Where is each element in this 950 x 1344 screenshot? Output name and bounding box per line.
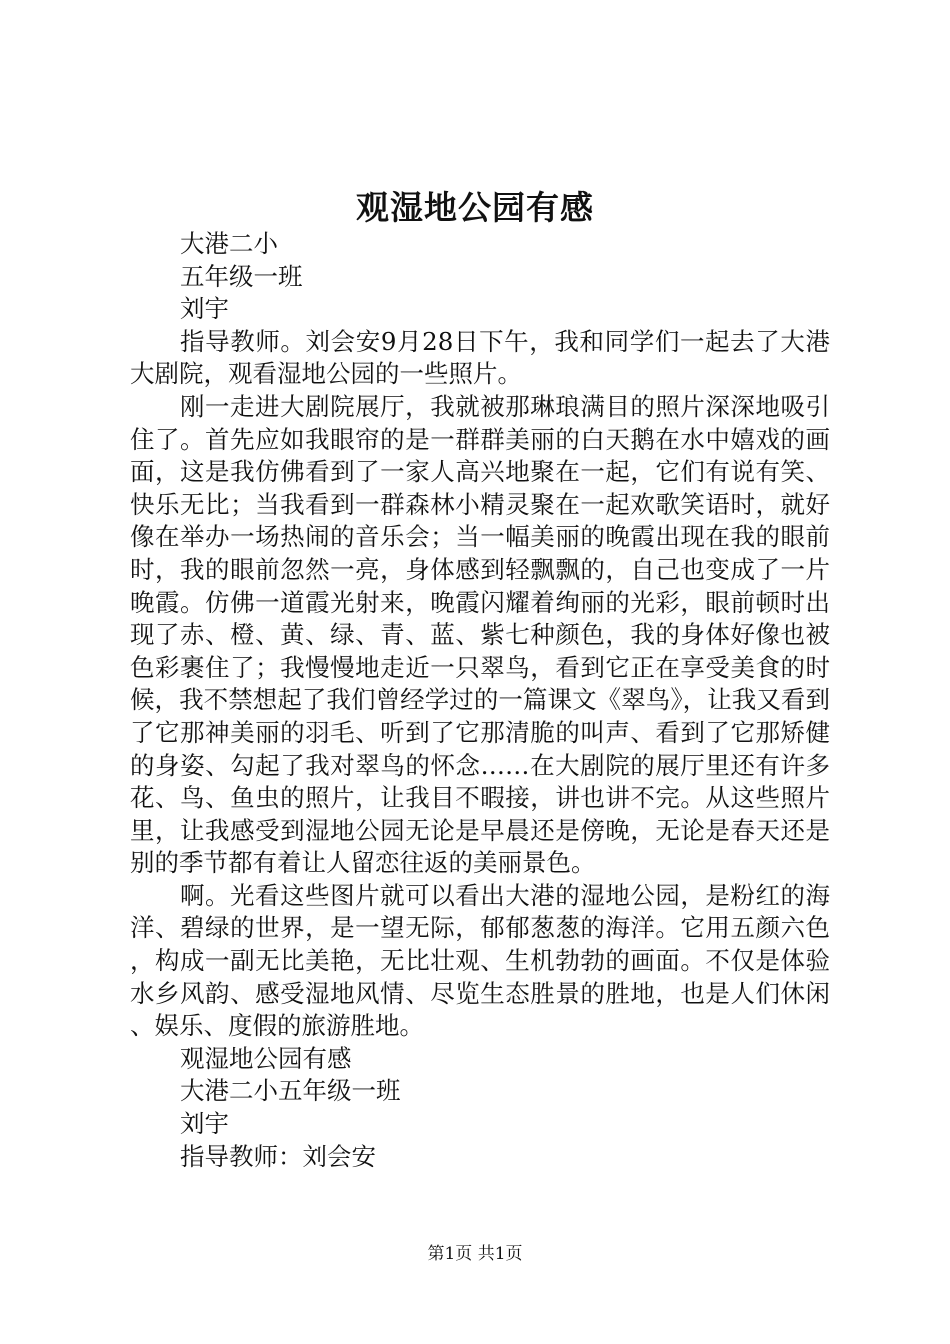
paragraph-conclusion: 啊。光看这些图片就可以看出大港的湿地公园，是粉红的海洋、碧绿的世界，是一望无际，郁郁葱葱的海洋。它用五颜六色，构成一副无比美艳，无比壮观、生机勃勃的画面。不仅是体验水乡风韵、感受湿地风情、尽览生态胜景的胜地，也是人们休闲、娱乐、度假的旅游胜地。 [130, 880, 830, 1041]
closing-teacher-line: 指导教师：刘会安 [180, 1141, 376, 1171]
author-line: 刘宇 [180, 294, 229, 324]
paragraph-exhibition: 刚一走进大剧院展厅，我就被那琳琅满目的照片深深地吸引住了。首先应如我眼帘的是一群群美丽的白天鹅在水中嬉戏的画面，这是我仿佛看到了一家人高兴地聚在一起，它们有说有笑、快乐无比；当我看到一群森林小精灵聚在一起欢歌笑语时，就好像在举办一场热闹的音乐会；当一幅美丽的晚霞出现在我的眼前时，我的眼前忽然一亮，身体感到轻飘飘的，自己也变成了一片晚霞。仿佛一道霞光射来，晚霞闪耀着绚丽的光彩，眼前顿时出现了赤、橙、黄、绿、青、蓝、紫七种颜色，我的身体好像也被色彩裹住了；我慢慢地走近一只翠鸟，看到它正在享受美食的时候，我不禁想起了我们曾经学过的一篇课文《翠鸟》，让我又看到了它那神美丽的羽毛、听到了它那清脆的叫声、看到了它那矫健的身姿、勾起了我对翠鸟的怀念……在大剧院的展厅里还有许多花、鸟、鱼虫的照片，让我目不暇接，讲也讲不完。从这些照片里，让我感受到湿地公园无论是早晨还是傍晚，无论是春天还是别的季节都有着让人留恋往返的美丽景色。 [130, 391, 830, 878]
document-body [130, 228, 830, 1173]
class-line: 五年级一班 [180, 261, 303, 291]
closing-title-line: 观湿地公园有感 [180, 1043, 352, 1073]
document-title: 观湿地公园有感 [356, 188, 594, 227]
paragraph-intro: 指导教师。刘会安9月28日下午，我和同学们一起去了大港大剧院，观看湿地公园的一些照片。 [130, 326, 830, 389]
closing-class-line: 大港二小五年级一班 [180, 1076, 401, 1106]
page-number-footer: 第1页 共1页 [427, 1244, 523, 1264]
school-line: 大港二小 [180, 229, 278, 258]
closing-author-line: 刘宇 [180, 1109, 229, 1139]
